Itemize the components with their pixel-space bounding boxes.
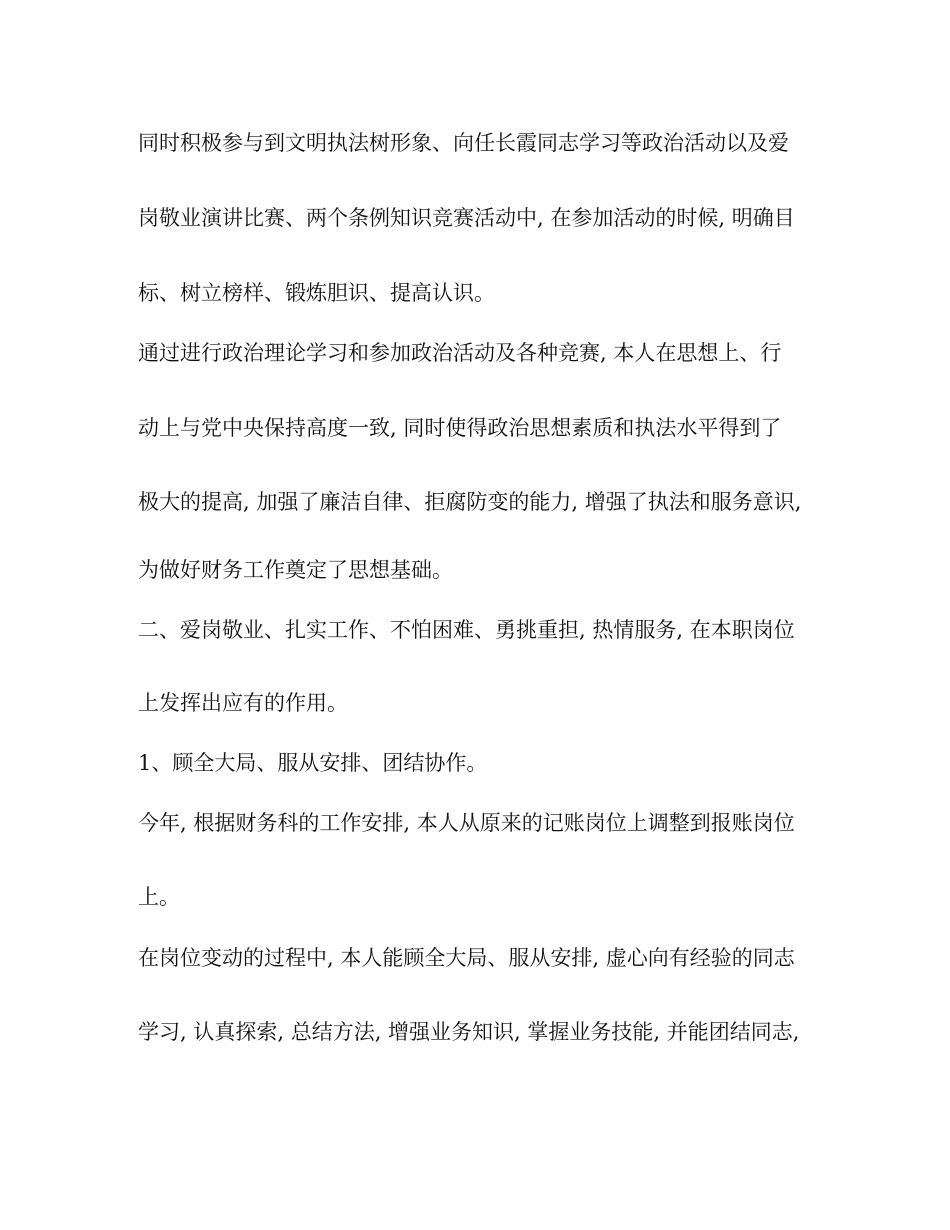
text-line: 通过进行政治理论学习和参加政治活动及各种竞赛, 本人在思想上、行 (138, 341, 782, 365)
text-line: 为做好财务工作奠定了思想基础。 (138, 558, 453, 582)
text-line: 标、树立榜样、锻炼胆识、提高认识。 (138, 281, 495, 305)
section-heading-continued: 上发挥出应有的作用。 (138, 691, 348, 715)
text-line: 在岗位变动的过程中, 本人能顾全大局、服从安排, 虚心向有经验的同志 (138, 946, 795, 970)
text-line: 岗敬业演讲比赛、两个条例知识竞赛活动中, 在参加活动的时候, 明确目 (138, 206, 795, 230)
subsection-heading: 1、顾全大局、服从安排、团结协作。 (138, 751, 488, 775)
text-line: 学习, 认真探索, 总结方法, 增强业务知识, 掌握业务技能, 并能团结同志, (138, 1020, 800, 1044)
text-line: 动上与党中央保持高度一致, 同时使得政治思想素质和执法水平得到了 (138, 416, 782, 440)
section-heading: 二、爱岗敬业、扎实工作、不怕困难、勇挑重担, 热情服务, 在本职岗位 (138, 618, 795, 642)
text-line: 极大的提高, 加强了廉洁自律、拒腐防变的能力, 增强了执法和服务意识, (138, 490, 802, 514)
text-line: 同时积极参与到文明执法树形象、向任长霞同志学习等政治活动以及爱 (138, 131, 789, 155)
text-line: 今年, 根据财务科的工作安排, 本人从原来的记账岗位上调整到报账岗位 (138, 811, 795, 835)
text-line: 上。 (138, 885, 180, 909)
